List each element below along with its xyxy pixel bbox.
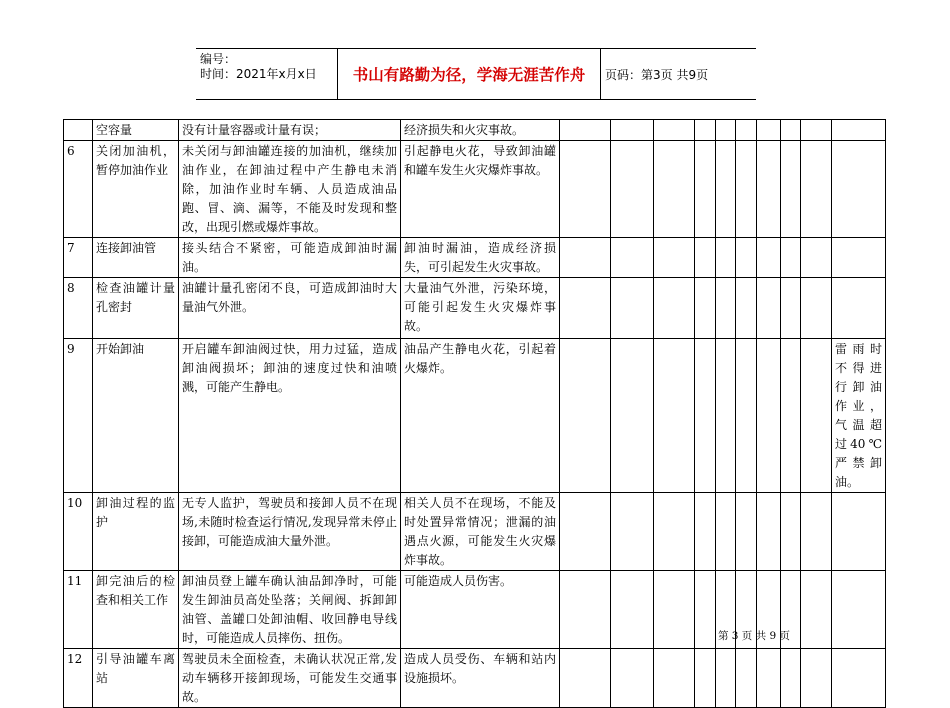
page-header <box>196 48 756 100</box>
empty-cell <box>560 238 611 278</box>
empty-cell <box>611 571 654 649</box>
empty-cell <box>654 120 695 141</box>
empty-cell <box>611 238 654 278</box>
empty-cell <box>695 278 716 339</box>
table-row <box>64 339 886 493</box>
hazard-cell: 驾驶员未全面检查，未确认状况正常,发动车辆移开接卸现场，可能发生交通事故。 <box>179 649 401 708</box>
empty-cell <box>611 120 654 141</box>
step-cell: 关闭加油机，暂停加油作业 <box>93 141 179 238</box>
remark-cell <box>832 141 886 238</box>
empty-cell <box>736 278 757 339</box>
remark-cell <box>832 238 886 278</box>
empty-cell <box>781 120 801 141</box>
table-row <box>64 649 886 708</box>
remark-cell <box>832 649 886 708</box>
empty-cell <box>560 649 611 708</box>
hazard-cell: 没有计量容器或计量有误； <box>179 120 401 141</box>
empty-cell <box>716 649 736 708</box>
empty-cell <box>560 141 611 238</box>
step-cell: 连接卸油管 <box>93 238 179 278</box>
step-cell: 引导油罐车离站 <box>93 649 179 708</box>
empty-cell <box>560 571 611 649</box>
empty-cell <box>695 493 716 571</box>
header-meta <box>196 49 338 99</box>
empty-cell <box>654 571 695 649</box>
empty-cell <box>801 141 832 238</box>
empty-cell <box>757 339 781 493</box>
remark-cell: 雷雨时不得进行卸油作业，气温超过40℃严禁卸油。 <box>832 339 886 493</box>
remark-cell <box>832 571 886 649</box>
empty-cell <box>695 120 716 141</box>
empty-cell <box>801 238 832 278</box>
empty-cell <box>736 493 757 571</box>
empty-cell <box>757 649 781 708</box>
empty-cell <box>757 238 781 278</box>
empty-cell <box>560 278 611 339</box>
empty-cell <box>611 141 654 238</box>
table-row <box>64 120 886 141</box>
empty-cell <box>654 141 695 238</box>
empty-cell <box>736 339 757 493</box>
empty-cell <box>781 278 801 339</box>
empty-cell <box>801 571 832 649</box>
empty-cell <box>611 649 654 708</box>
hazard-cell: 无专人监护，驾驶员和接卸人员不在现场,未随时检查运行情况,发现异常未停止接卸，可能造成油大量外泄。 <box>179 493 401 571</box>
consequence-cell: 引起静电火花，导致卸油罐和罐车发生火灾爆炸事故。 <box>401 141 560 238</box>
hazard-cell: 油罐计量孔密闭不良，可造成卸油时大量油气外泄。 <box>179 278 401 339</box>
empty-cell <box>654 238 695 278</box>
consequence-cell: 可能造成人员伤害。 <box>401 571 560 649</box>
hazard-cell: 卸油员登上罐车确认油品卸净时，可能发生卸油员高处坠落；关闸阀、拆卸卸油管、盖罐口处卸油帽、收回静电导线时，可能造成人员摔伤、扭伤。 <box>179 571 401 649</box>
hazard-table <box>63 119 886 708</box>
hazard-cell: 开启罐车卸油阀过快，用力过猛，造成卸油阀损坏；卸油的速度过快和油喷溅，可能产生静电。 <box>179 339 401 493</box>
remark-cell <box>832 278 886 339</box>
row-number-cell: 6 <box>64 141 93 238</box>
empty-cell <box>801 278 832 339</box>
empty-cell <box>801 649 832 708</box>
empty-cell <box>801 120 832 141</box>
remark-cell <box>832 493 886 571</box>
row-number-cell: 11 <box>64 571 93 649</box>
empty-cell <box>560 120 611 141</box>
empty-cell <box>654 339 695 493</box>
empty-cell <box>781 339 801 493</box>
table-row <box>64 278 886 339</box>
empty-cell <box>695 339 716 493</box>
empty-cell <box>781 493 801 571</box>
empty-cell <box>611 493 654 571</box>
consequence-cell: 大量油气外泄，污染环境，可能引起发生火灾爆炸事故。 <box>401 278 560 339</box>
empty-cell <box>695 141 716 238</box>
document-date-label: 时间：2021年x月x日 <box>200 67 317 81</box>
remark-cell <box>832 120 886 141</box>
empty-cell <box>695 238 716 278</box>
empty-cell <box>611 278 654 339</box>
step-cell: 空容量 <box>93 120 179 141</box>
empty-cell <box>781 238 801 278</box>
empty-cell <box>716 141 736 238</box>
empty-cell <box>654 278 695 339</box>
table-row <box>64 141 886 238</box>
empty-cell <box>654 493 695 571</box>
header-motto: 书山有路勤为径，学海无涯苦作舟 <box>338 49 601 99</box>
empty-cell <box>654 649 695 708</box>
empty-cell <box>695 571 716 649</box>
row-number-cell: 8 <box>64 278 93 339</box>
document-number-label: 编号： <box>200 52 237 66</box>
step-cell: 检查油罐计量孔密封 <box>93 278 179 339</box>
empty-cell <box>736 120 757 141</box>
table-row <box>64 238 886 278</box>
empty-cell <box>716 238 736 278</box>
row-number-cell: 9 <box>64 339 93 493</box>
empty-cell <box>757 493 781 571</box>
page-footer: 第 3 页 共 9 页 <box>717 630 790 642</box>
hazard-cell: 接头结合不紧密，可能造成卸油时漏油。 <box>179 238 401 278</box>
empty-cell <box>781 649 801 708</box>
empty-cell <box>560 339 611 493</box>
empty-cell <box>695 649 716 708</box>
empty-cell <box>736 238 757 278</box>
consequence-cell: 相关人员不在现场，不能及时处置异常情况；泄漏的油遇点火源，可能发生火灾爆炸事故。 <box>401 493 560 571</box>
consequence-cell: 造成人员受伤、车辆和站内设施损坏。 <box>401 649 560 708</box>
row-number-cell <box>64 120 93 141</box>
empty-cell <box>736 649 757 708</box>
empty-cell <box>781 141 801 238</box>
empty-cell <box>757 141 781 238</box>
step-cell: 开始卸油 <box>93 339 179 493</box>
consequence-cell: 卸油时漏油，造成经济损失，可引起发生火灾事故。 <box>401 238 560 278</box>
empty-cell <box>716 339 736 493</box>
row-number-cell: 12 <box>64 649 93 708</box>
empty-cell <box>716 278 736 339</box>
empty-cell <box>716 120 736 141</box>
hazard-cell: 未关闭与卸油罐连接的加油机，继续加油作业，在卸油过程中产生静电未消除，加油作业时车辆、人员造成油品跑、冒、滴、漏等，不能及时发现和整改，出现引燃或爆炸事故。 <box>179 141 401 238</box>
empty-cell <box>611 339 654 493</box>
empty-cell <box>757 278 781 339</box>
empty-cell <box>757 120 781 141</box>
empty-cell <box>801 339 832 493</box>
empty-cell <box>736 141 757 238</box>
table-row <box>64 493 886 571</box>
step-cell: 卸完油后的检查和相关工作 <box>93 571 179 649</box>
empty-cell <box>801 493 832 571</box>
header-page-number: 页码：第3页 共9页 <box>605 67 709 82</box>
consequence-cell: 油品产生静电火花，引起着火爆炸。 <box>401 339 560 493</box>
step-cell: 卸油过程的监护 <box>93 493 179 571</box>
row-number-cell: 10 <box>64 493 93 571</box>
empty-cell <box>560 493 611 571</box>
empty-cell <box>716 493 736 571</box>
row-number-cell: 7 <box>64 238 93 278</box>
consequence-cell: 经济损失和火灾事故。 <box>401 120 560 141</box>
